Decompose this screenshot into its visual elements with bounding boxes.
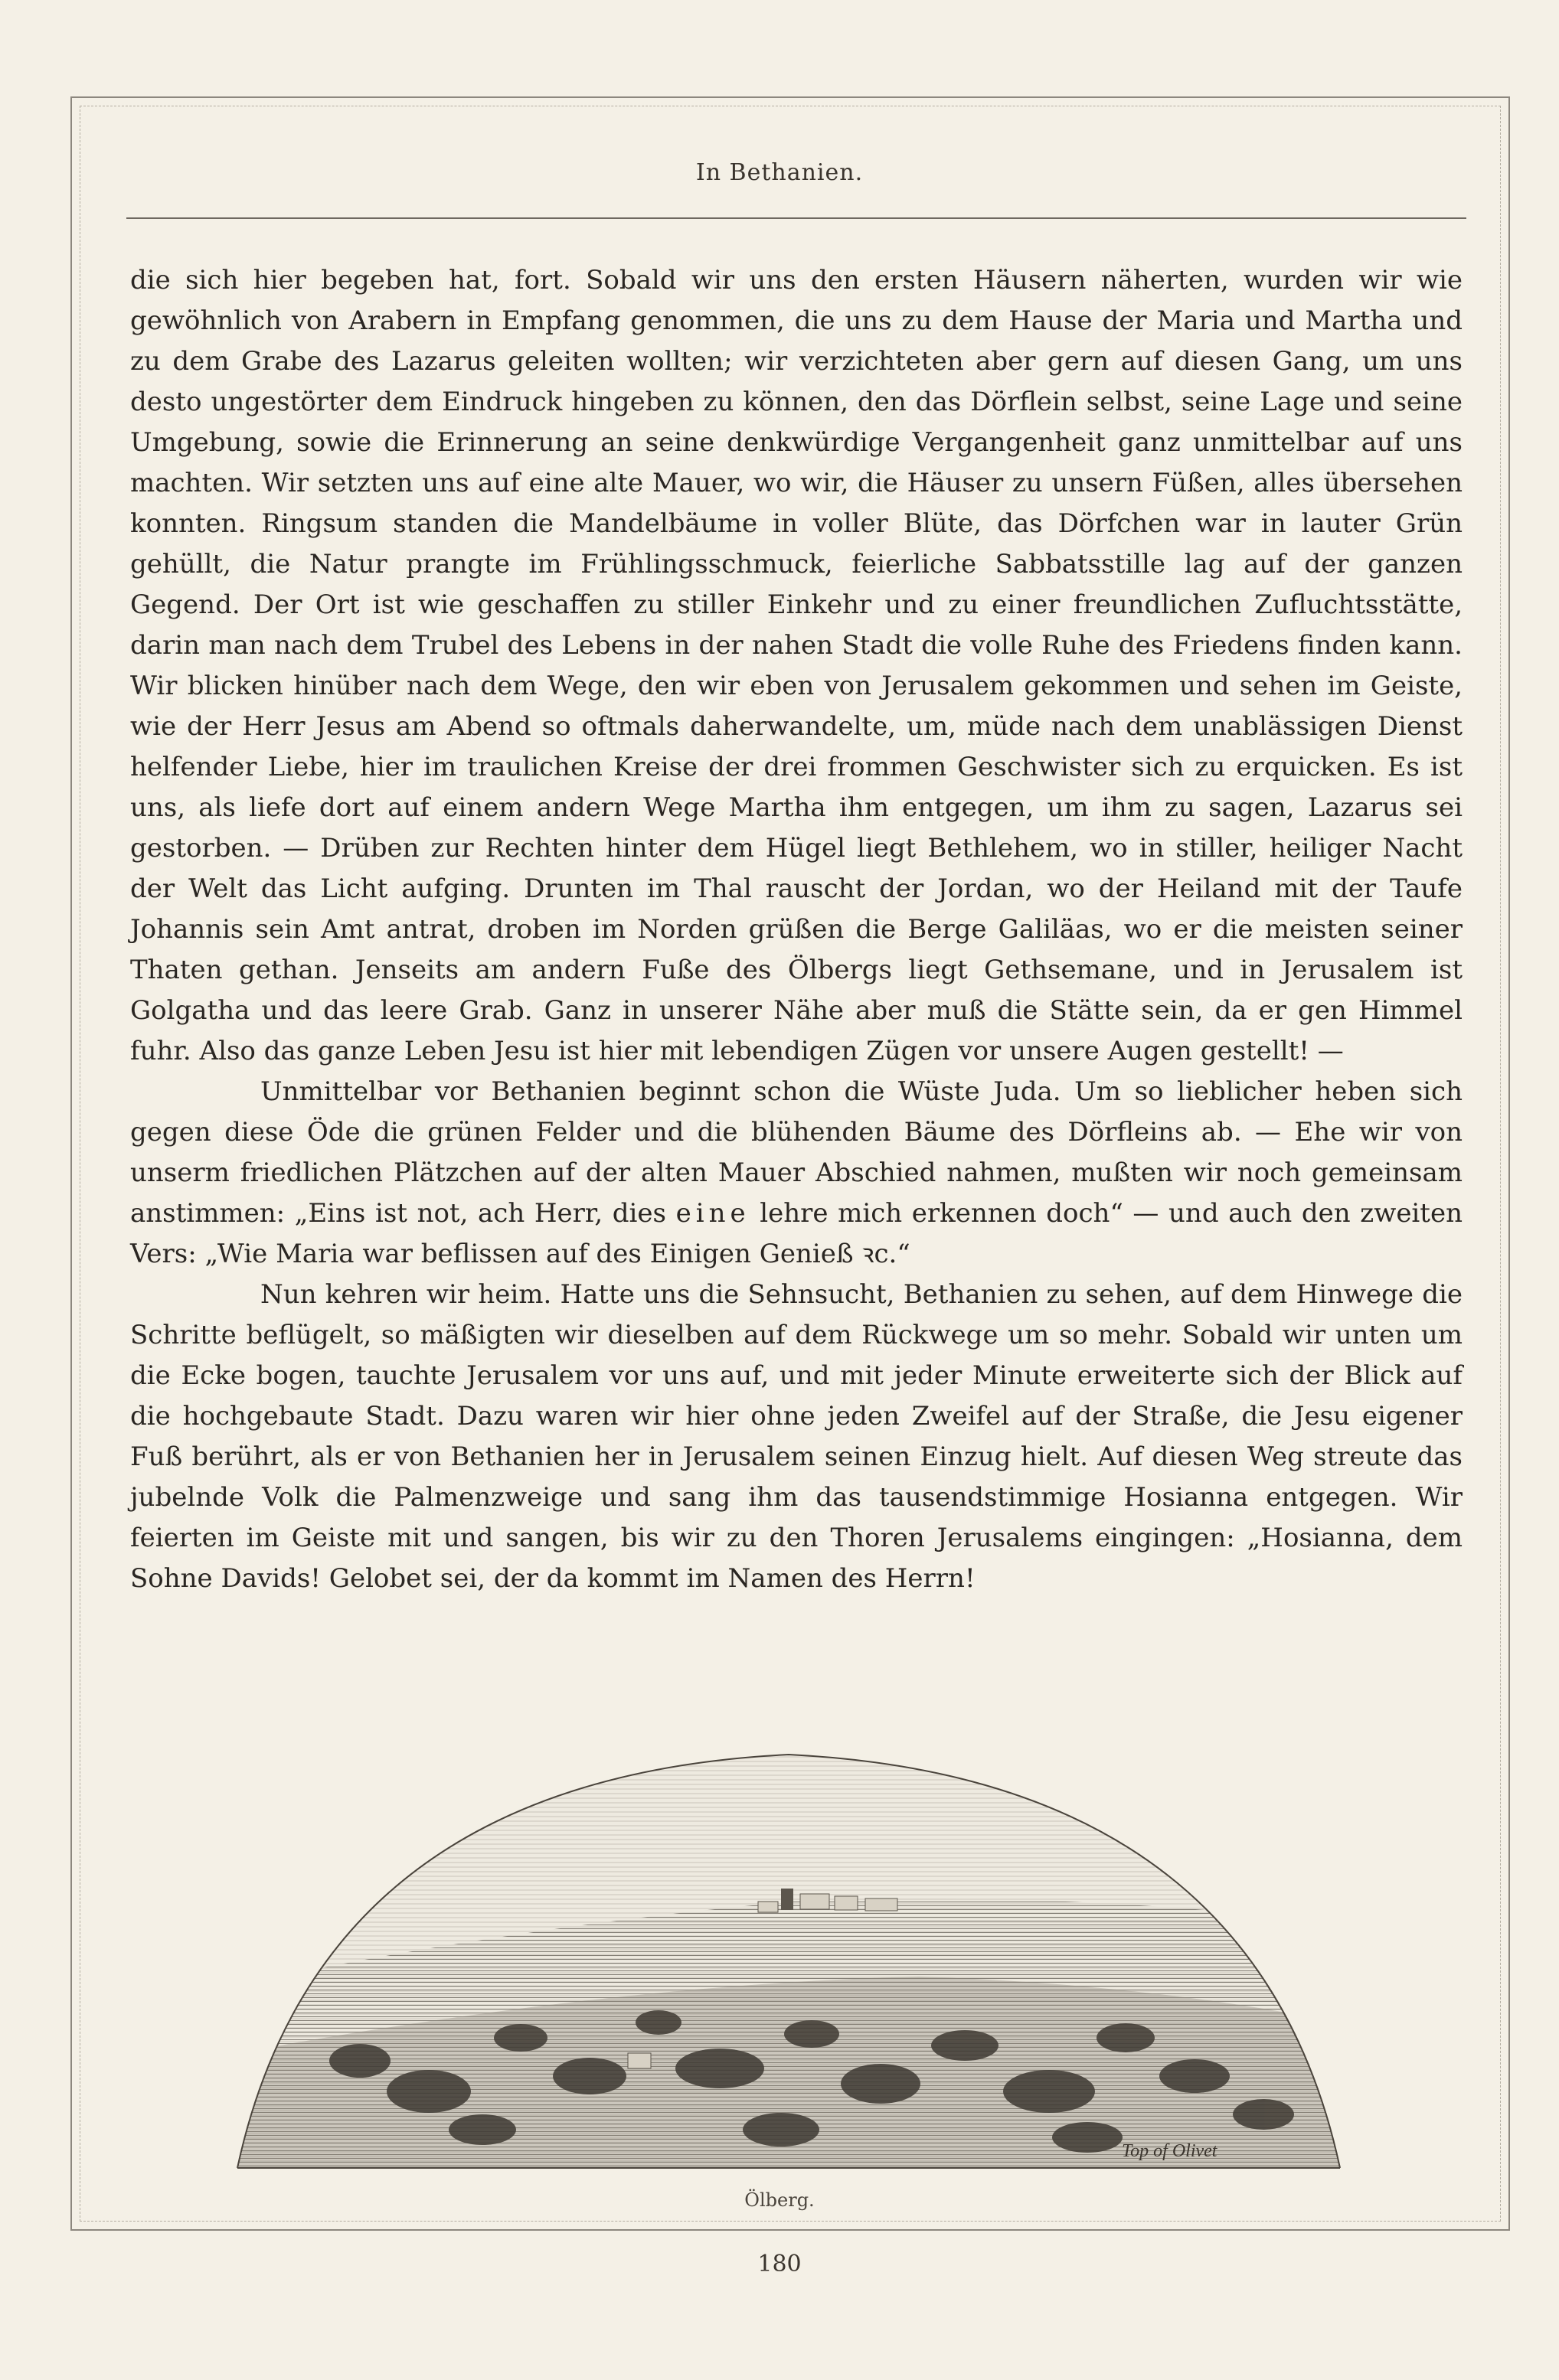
paragraph-2-text-a: Unmittelbar vor Bethanien beginnt schon die Wüste Juda. Um so lieblicher heben sich gegen diese Öde die grünen Felder und die blühenden Bäume des Dörfleins ab. — Ehe wir von unserm friedlichen Plätzchen auf der alten Mauer Abschied nahmen, mußten wir noch gemeinsam anstimmen: „Eins ist not, ach Herr, dies (130, 1076, 1463, 1229)
olive-mount-engraving (230, 1732, 1348, 2172)
header-rule (126, 217, 1466, 219)
paragraph-2-text-b: lehre mich erkennen doch“ — und auch den zweiten Vers: „Wie Maria war beflissen auf des Einigen Genieß ꝛc.“ (130, 1198, 1463, 1269)
paragraph-1-text: die sich hier begeben hat, fort. Sobald wir uns den ersten Häusern näherten, wurden wir wie gewöhnlich von Arabern in Empfang genommen, die uns zu dem Hause der Maria und Martha und zu dem Grabe des Lazarus geleiten wollten; wir verzichteten aber gern auf diesen Gang, um uns desto ungestörter dem Eindruck hingeben zu können, den das Dörflein selbst, seine Lage und seine Umgebung, sowie die Erinnerung an seine denkwürdige Vergangenheit ganz unmittelbar auf uns machten. Wir setzten uns auf eine alte Mauer, wo wir, die Häuser zu unsern Füßen, alles übersehen konnten. Ringsum standen die Mandelbäume in voller Blüte, das Dörfchen war in lauter Grün gehüllt, die Natur prangte im Frühlingsschmuck, feierliche Sabbatsstille lag auf der ganzen Gegend. Der Ort ist wie geschaffen zu stiller Einkehr und zu einer freundlichen Zufluchtsstätte, darin man nach dem Trubel des Lebens in der nahen Stadt die volle Ruhe des Friedens finden kann. Wir blicken hinüber nach dem Wege, den wir eben von Jerusalem gekommen und sehen im Geiste, wie der Herr Jesus am Abend so oftmals daherwandelte, um, müde nach dem unablässigen Dienst helfender Liebe, hier im traulichen Kreise der drei frommen Geschwister sich zu erquicken. Es ist uns, als liefe dort auf einem andern Wege Martha ihm entgegen, um ihm zu sagen, Lazarus sei gestorben. — Drüben zur Rechten hinter dem Hügel liegt Bethlehem, wo in stiller, heiliger Nacht der Welt das Licht aufging. Drunten im Thal rauscht der Jordan, wo der Heiland mit der Taufe Johannis sein Amt antrat, droben im Norden grüßen die Berge Galiläas, wo er die meisten seiner Thaten gethan. Jenseits am andern Fuße des Ölbergs liegt Gethsemane, und in Jerusalem ist Golgatha und das leere Grab. Ganz in unserer Nähe aber muß die Stätte sein, da er gen Himmel fuhr. Also das ganze Leben Jesu ist hier mit lebendigen Zügen vor unsere Augen gestellt! — (130, 265, 1463, 1066)
body-text (130, 260, 1463, 1599)
page-number: 180 (757, 2251, 802, 2277)
paragraph-3 (130, 1275, 1463, 1599)
paragraph-2 (130, 1072, 1463, 1275)
paragraph-1 (130, 260, 1463, 1072)
running-title: In Bethanien. (695, 159, 864, 186)
paragraph-3-text: Nun kehren wir heim. Hatte uns die Sehnsucht, Bethanien zu sehen, auf dem Hinwege die Schritte beflügelt, so mäßigten wir dieselben auf dem Rückwege um so mehr. Sobald wir unten um die Ecke bogen, tauchte Jerusalem vor uns auf, und mit jeder Minute erweiterte sich der Blick auf die hochgebaute Stadt. Dazu waren wir hier ohne jeden Zweifel auf der Straße, die Jesu eigener Fuß berührt, als er von Bethanien her in Jerusalem seinen Einzug hielt. Auf diesen Weg streute das jubelnde Volk die Palmenzweige und sang ihm das tausendstimmige Hosianna entgegen. Wir feierten im Geiste mit und sangen, bis wir zu den Thoren Jerusalems eingingen: „Hosianna, dem Sohne Davids! Gelobet sei, der da kommt im Namen des Herrn! (130, 1279, 1463, 1594)
emphasized-word: eine (675, 1198, 750, 1229)
ruin-structure (628, 2053, 651, 2068)
engraver-signature: Top of Olivet (1122, 2141, 1217, 2161)
figure-caption: Ölberg. (744, 2189, 815, 2211)
